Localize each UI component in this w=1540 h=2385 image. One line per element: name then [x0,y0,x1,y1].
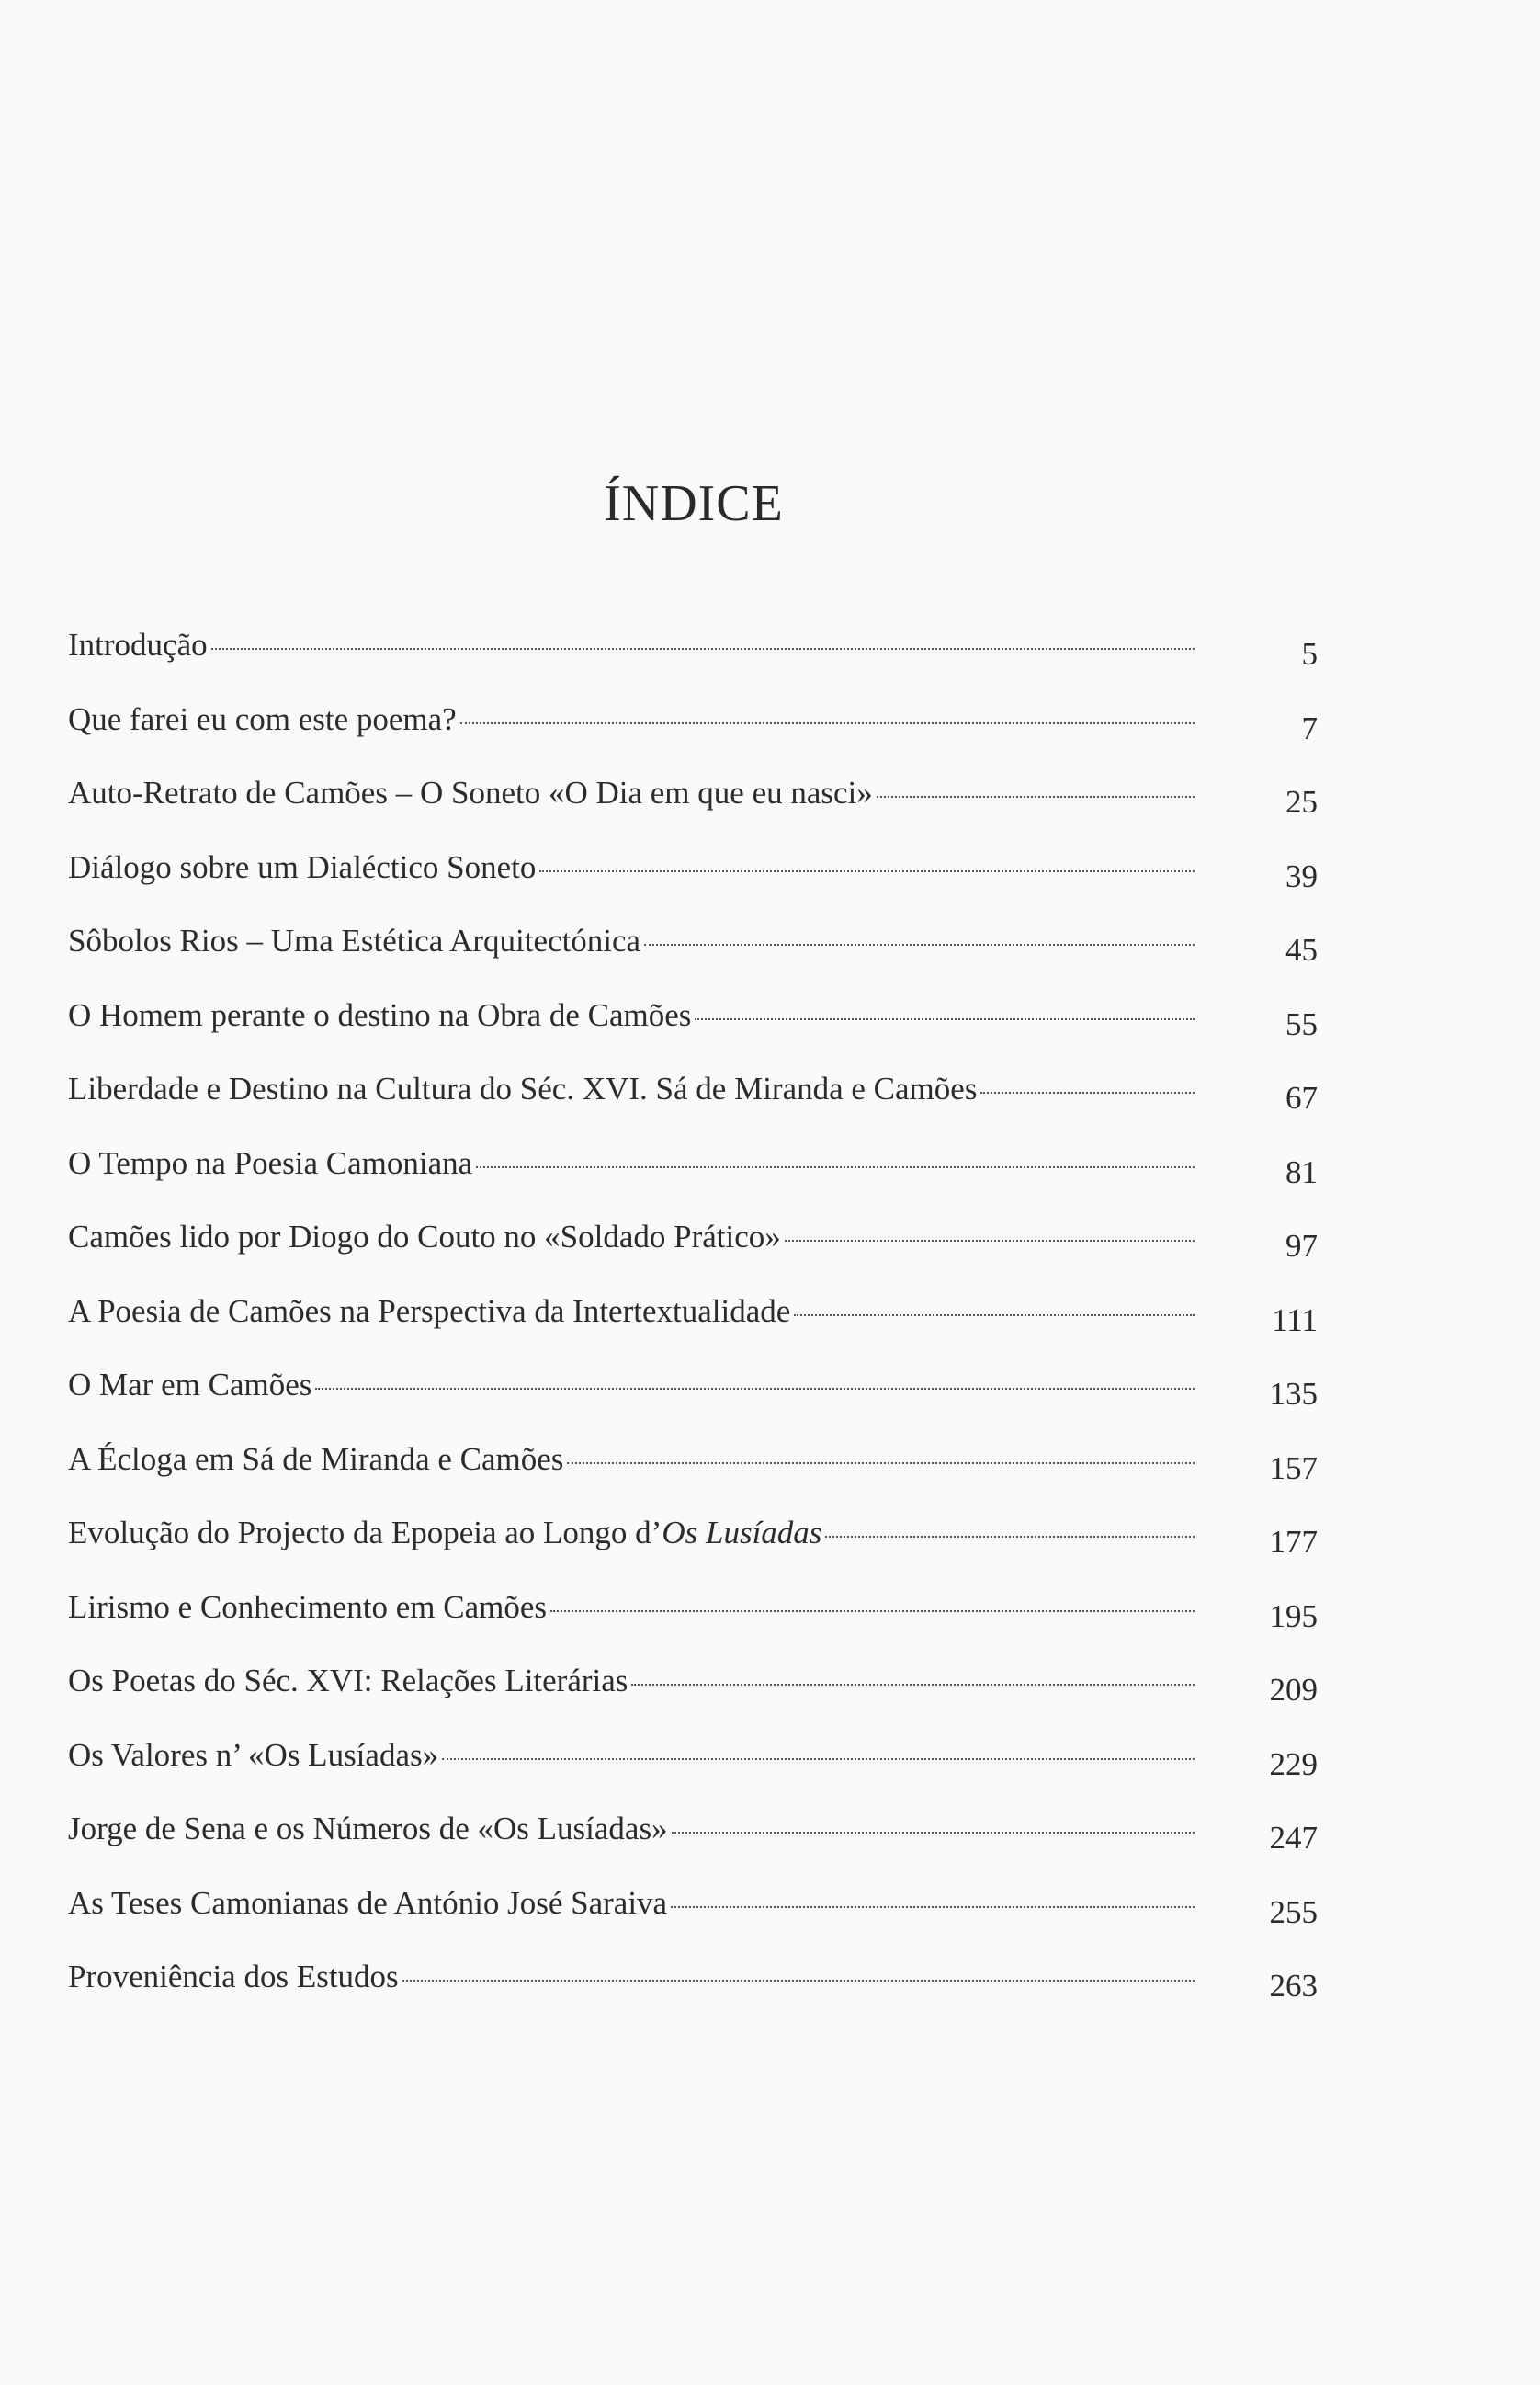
toc-entry-title: Auto-Retrato de Camões – O Soneto «O Dia em que eu nasci» [68,775,873,811]
toc-entry[interactable] [68,840,1318,914]
toc-entry-title: Liberdade e Destino na Cultura do Séc. XVI. Sá de Miranda e Camões [68,1071,978,1107]
toc-entry-page-number: 229 [1269,1745,1318,1782]
toc-entry[interactable] [68,914,1318,988]
toc-entry-page-number: 177 [1269,1524,1318,1560]
toc-entry-title: Que farei eu com este poema? [68,700,457,737]
toc-entry[interactable] [68,1653,1318,1728]
dot-leader [672,1832,1195,1834]
toc-entry-title: As Teses Camonianas de António José Saraiva [68,1884,668,1921]
toc-entry-title: Sôbolos Rios – Uma Estética Arquitectónica [68,923,641,959]
toc-entry-page-number: 45 [1285,932,1318,968]
toc-entry-page-number: 247 [1269,1820,1318,1856]
toc-entry-title: Introdução [68,627,208,663]
toc-entry-title: O Tempo na Poesia Camoniana [68,1144,473,1181]
toc-entry[interactable] [68,1432,1318,1506]
toc-entry[interactable] [68,1728,1318,1802]
dot-leader [539,870,1195,872]
dot-leader [825,1536,1195,1538]
dot-leader [211,648,1195,650]
toc-entry-page-number: 135 [1269,1376,1318,1412]
toc-entry[interactable] [68,1284,1318,1358]
toc-entry[interactable] [68,1505,1318,1580]
toc-entry-title: Proveniência dos Estudos [68,1959,399,1994]
page-title: ÍNDICE [604,475,784,532]
toc-entry-page-number: 209 [1269,1672,1318,1708]
toc-entry-page-number: 157 [1269,1449,1318,1486]
toc-entry-title: Jorge de Sena e os Números de «Os Lusíadas» [68,1811,668,1846]
toc-entry-title-text: Evolução do Projecto da Epopeia ao Longo d’ [68,1515,662,1550]
table-of-contents [68,618,1318,2024]
toc-entry[interactable] [68,692,1318,767]
dot-leader [877,796,1195,798]
toc-entry-page-number: 55 [1285,1005,1318,1042]
dot-leader [695,1018,1195,1020]
toc-entry[interactable] [68,1876,1318,1950]
toc-entry-page-number: 7 [1301,710,1318,746]
toc-entry[interactable] [68,1357,1318,1432]
dot-leader [644,944,1195,946]
dot-leader [460,722,1195,724]
dot-leader [476,1166,1195,1168]
toc-entry-page-number: 195 [1269,1597,1318,1634]
toc-entry-page-number: 39 [1285,857,1318,894]
toc-entry-title: Camões lido por Diogo do Couto no «Soldado Prático» [68,1219,781,1255]
toc-entry-title: Diálogo sobre um Dialéctico Soneto [68,848,537,885]
toc-entry[interactable] [68,1801,1318,1876]
toc-entry-title: Lirismo e Conhecimento em Camões [68,1588,548,1625]
toc-entry-page-number: 255 [1269,1893,1318,1930]
toc-entry[interactable] [68,766,1318,840]
dot-leader [980,1092,1195,1094]
toc-entry-page-number: 25 [1285,784,1318,820]
toc-entry-title: O Mar em Camões [68,1367,312,1403]
dot-leader [550,1610,1195,1612]
dot-leader [785,1240,1195,1242]
toc-entry[interactable] [68,618,1318,692]
dot-leader [631,1684,1195,1686]
toc-entry[interactable] [68,1580,1318,1654]
toc-entry-title [68,1505,821,1561]
toc-entry-page-number: 111 [1272,1301,1318,1338]
toc-entry[interactable] [68,988,1318,1062]
toc-entry-page-number: 97 [1285,1228,1318,1264]
dot-leader [794,1314,1195,1316]
dot-leader [315,1388,1195,1390]
toc-entry-title: Os Poetas do Séc. XVI: Relações Literárias [68,1663,628,1698]
toc-entry-page-number: 263 [1269,1968,1318,2004]
dot-leader [442,1758,1195,1760]
toc-entry-page-number: 5 [1301,636,1318,672]
toc-entry-page-number: 67 [1285,1080,1318,1116]
toc-entry-title-italic: Os Lusíadas [662,1515,822,1550]
dot-leader [402,1980,1195,1982]
toc-entry-title: O Homem perante o destino na Obra de Camões [68,996,692,1033]
toc-entry[interactable] [68,1949,1318,2024]
toc-entry-title: A Écloga em Sá de Miranda e Camões [68,1440,564,1477]
toc-entry-page-number: 81 [1285,1153,1318,1190]
toc-entry[interactable] [68,1210,1318,1284]
toc-entry-title: Os Valores n’ «Os Lusíadas» [68,1736,439,1773]
dot-leader [671,1906,1195,1908]
toc-entry[interactable] [68,1136,1318,1210]
dot-leader [567,1462,1195,1464]
toc-entry-title: A Poesia de Camões na Perspectiva da Intertextualidade [68,1292,791,1329]
toc-entry[interactable] [68,1062,1318,1136]
